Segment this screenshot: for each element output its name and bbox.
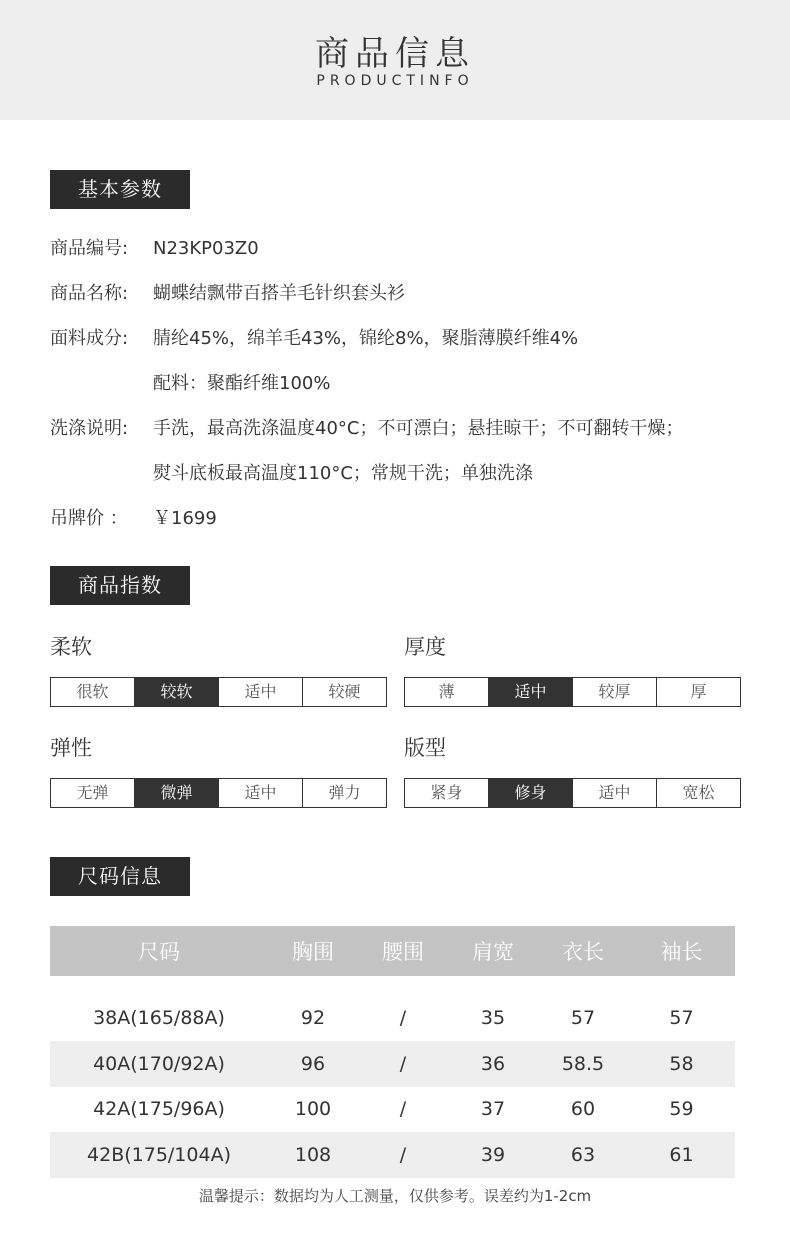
table-cell: 42B(175/104A) xyxy=(50,1132,268,1178)
table-row xyxy=(50,1041,735,1087)
table-cell: 60 xyxy=(570,1098,596,1121)
page-title: 商品信息 xyxy=(315,34,475,74)
table-cell: 40A(170/92A) xyxy=(50,1041,268,1087)
table-cell: 59 xyxy=(669,1098,694,1121)
softness-option: 较软 xyxy=(135,678,219,706)
fabric-value-trim: 配料：聚酯纤维100% xyxy=(153,373,331,394)
column-header: 肩宽 xyxy=(448,926,538,976)
elasticity-option: 无弹 xyxy=(51,779,135,807)
table-cell: 42A(175/96A) xyxy=(93,1098,225,1121)
elasticity-option: 微弹 xyxy=(135,779,219,807)
table-cell: / xyxy=(399,1098,407,1121)
column-header: 袖长 xyxy=(628,926,735,976)
table-row xyxy=(50,976,735,1041)
measurement-note: 温馨提示：数据均为人工测量，仅供参考。误差约为1-2cm xyxy=(198,1187,592,1205)
softness-title: 柔软 xyxy=(50,635,92,659)
page-subtitle: PRODUCTINFO xyxy=(316,73,474,89)
product-code-value: N23KP03Z0 xyxy=(153,238,259,259)
column-header: 尺码 xyxy=(50,926,268,976)
fit-scale xyxy=(404,778,741,808)
price-value: ￥1699 xyxy=(153,508,217,529)
table-cell: 57 xyxy=(570,1006,596,1029)
table-cell: 37 xyxy=(480,1098,506,1121)
fit-option: 紧身 xyxy=(405,779,489,807)
table-cell: 58.5 xyxy=(538,1041,628,1087)
thickness-option: 薄 xyxy=(405,678,489,706)
thickness-option: 较厚 xyxy=(573,678,657,706)
wash-row xyxy=(50,416,683,442)
price-row xyxy=(50,506,217,532)
fit-option: 宽松 xyxy=(682,783,715,802)
softness-option: 很软 xyxy=(51,678,135,706)
thickness-scale xyxy=(404,677,741,707)
table-cell: 63 xyxy=(538,1132,628,1178)
thickness-option: 适中 xyxy=(489,678,573,706)
fit-title: 版型 xyxy=(404,736,446,760)
table-cell: 96 xyxy=(268,1041,358,1087)
table-cell: 58 xyxy=(628,1041,735,1087)
product-name-value: 蝴蝶结飘带百搭羊毛针织套头衫 xyxy=(153,283,405,304)
fabric-row xyxy=(50,326,578,352)
column-header: 衣长 xyxy=(538,926,628,976)
table-cell: / xyxy=(358,1041,448,1087)
fabric-label: 面料成分: xyxy=(50,328,129,349)
price-label: 吊牌价 ： xyxy=(50,508,128,529)
table-row xyxy=(50,1087,735,1133)
table-cell: 35 xyxy=(480,1006,506,1029)
product-name-label: 商品名称: xyxy=(50,283,129,304)
page-header xyxy=(0,0,790,120)
fit-option: 适中 xyxy=(573,779,657,807)
column-header: 腰围 xyxy=(358,926,448,976)
table-cell: 39 xyxy=(448,1132,538,1178)
fit-option: 修身 xyxy=(489,779,573,807)
wash-value: 手洗，最高洗涤温度40°C；不可漂白；悬挂晾干；不可翻转干燥； xyxy=(153,418,684,439)
softness-scale xyxy=(50,677,387,707)
product-code-label: 商品编号: xyxy=(50,238,129,259)
thickness-title: 厚度 xyxy=(404,635,446,659)
wash-value-continued: 熨斗底板最高温度110°C；常规干洗；单独洗涤 xyxy=(153,463,533,484)
table-cell: / xyxy=(399,1006,407,1029)
elasticity-title: 弹性 xyxy=(50,736,92,760)
size-section-heading: 尺码信息 xyxy=(50,857,190,896)
table-cell: 108 xyxy=(268,1132,358,1178)
table-cell: 61 xyxy=(628,1132,735,1178)
table-cell: 36 xyxy=(448,1041,538,1087)
basic-section-heading: 基本参数 xyxy=(50,170,190,209)
index-section-heading: 商品指数 xyxy=(50,566,190,605)
elasticity-option: 适中 xyxy=(219,779,303,807)
elasticity-option: 弹力 xyxy=(328,783,361,802)
wash-label: 洗涤说明: xyxy=(50,418,129,439)
table-cell: / xyxy=(358,1132,448,1178)
elasticity-scale xyxy=(50,778,387,808)
table-cell: 38A(165/88A) xyxy=(93,1006,225,1029)
thickness-option: 厚 xyxy=(690,682,707,701)
softness-option: 适中 xyxy=(219,678,303,706)
column-header: 胸围 xyxy=(268,926,358,976)
size-table-header xyxy=(50,926,735,976)
fabric-value: 腈纶45%，绵羊毛43%，锦纶8%，聚脂薄膜纤维4% xyxy=(153,328,579,349)
size-table xyxy=(50,926,735,1178)
table-row xyxy=(50,1132,735,1178)
product-code-row xyxy=(50,236,259,262)
table-cell: 100 xyxy=(294,1098,332,1121)
table-cell: 57 xyxy=(669,1006,694,1029)
product-name-row xyxy=(50,281,405,307)
softness-option: 较硬 xyxy=(328,682,361,701)
table-cell: 92 xyxy=(300,1006,326,1029)
